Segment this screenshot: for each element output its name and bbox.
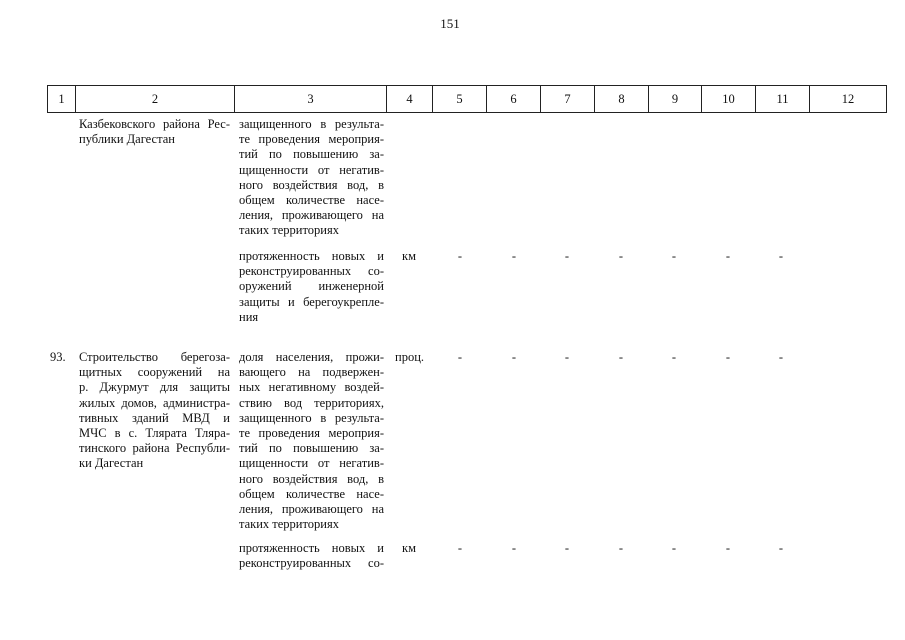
column-header-12: 12 <box>809 86 887 112</box>
row-a-value-5: - <box>457 249 463 263</box>
text-line: вающего на подвержен- <box>239 365 384 380</box>
text-line: те проведения мероприя- <box>239 132 384 147</box>
text-line: тинского района Республи- <box>79 441 230 456</box>
text-line: протяженность новых и <box>239 541 384 555</box>
page-number: 151 <box>440 16 460 31</box>
column-header-2: 2 <box>75 86 234 112</box>
text-line: реконструированных со- <box>239 556 384 571</box>
column-header-11: 11 <box>755 86 809 112</box>
text-line: тивных зданий МВД и <box>79 410 230 425</box>
row-a-name <box>79 117 230 147</box>
row-93-ind1-value-6: - <box>511 350 517 364</box>
text-line: Казбековского района Рес- <box>79 117 230 131</box>
text-line: ных негативному воздей- <box>239 380 384 395</box>
row-93-ind1-value-8: - <box>618 350 624 364</box>
column-header-4: 4 <box>386 86 432 112</box>
text-line: ления, проживающего на <box>239 208 384 223</box>
row-a-value-8: - <box>618 249 624 263</box>
text-line: щитных сооружений на <box>79 365 230 380</box>
table-header-row <box>47 85 887 113</box>
text-line: таких территориях <box>239 223 339 238</box>
text-line: реконструированных со- <box>239 264 384 279</box>
text-line: ного воздействия вод, в <box>239 177 384 192</box>
text-line: доля населения, прожи- <box>239 350 384 364</box>
column-header-8: 8 <box>594 86 648 112</box>
column-header-1: 1 <box>47 86 75 112</box>
row-a-value-10: - <box>725 249 731 263</box>
text-line: щищенности от негатив- <box>239 162 384 177</box>
text-line: жилых домов, администра- <box>79 395 230 410</box>
row-93-indicator-2-unit: км <box>402 541 416 555</box>
text-line: тий по повышению за- <box>239 441 384 456</box>
row-93-ind2-value-6: - <box>511 541 517 555</box>
text-line: тий по повышению за- <box>239 147 384 162</box>
column-header-6: 6 <box>486 86 540 112</box>
column-header-3: 3 <box>234 86 386 112</box>
column-header-5: 5 <box>432 86 486 112</box>
row-93-name <box>79 350 230 472</box>
text-line: оружений инженерной <box>239 279 384 294</box>
text-line: публики Дагестан <box>79 132 175 147</box>
text-line: ления, проживающего на <box>239 502 384 517</box>
text-line: таких территориях <box>239 517 339 532</box>
text-line: ного воздействия вод, в <box>239 471 384 486</box>
text-line: ния <box>239 309 259 324</box>
row-a-value-6: - <box>511 249 517 263</box>
text-line: защищенного в результа- <box>239 410 384 425</box>
row-93-ind2-value-11: - <box>778 541 784 555</box>
text-line: защищенного в результа- <box>239 117 384 131</box>
column-header-9: 9 <box>648 86 701 112</box>
row-93-ind1-value-7: - <box>564 350 570 364</box>
text-line: щищенности от негатив- <box>239 456 384 471</box>
row-93-ind1-value-9: - <box>671 350 677 364</box>
text-line: защиты и берегоукрепле- <box>239 294 384 309</box>
row-93-indicator-1-unit: проц. <box>395 350 425 364</box>
text-line: ки Дагестан <box>79 456 144 471</box>
row-93-number: 93. <box>50 350 66 364</box>
text-line: общем количестве насе- <box>239 486 384 501</box>
row-a-value-11: - <box>778 249 784 263</box>
column-header-7: 7 <box>540 86 594 112</box>
row-a-indicator-2-unit: км <box>402 249 416 263</box>
text-line: Строительство берегоза- <box>79 350 230 364</box>
row-93-ind2-value-9: - <box>671 541 677 555</box>
text-line: МЧС в с. Тлярата Тляра- <box>79 426 230 441</box>
row-93-indicator-2 <box>239 541 384 571</box>
text-line: ствию вод территориях, <box>239 395 384 410</box>
row-93-ind2-value-7: - <box>564 541 570 555</box>
row-93-ind2-value-5: - <box>457 541 463 555</box>
row-93-ind1-value-11: - <box>778 350 784 364</box>
row-93-indicator-1 <box>239 350 384 532</box>
text-line: те проведения мероприя- <box>239 426 384 441</box>
row-93-ind2-value-10: - <box>725 541 731 555</box>
column-header-10: 10 <box>701 86 755 112</box>
text-line: р. Джурмут для защиты <box>79 380 230 395</box>
text-line: протяженность новых и <box>239 249 384 263</box>
row-a-indicator-2 <box>239 249 384 325</box>
row-93-ind1-value-5: - <box>457 350 463 364</box>
text-line: общем количестве насе- <box>239 193 384 208</box>
row-a-value-9: - <box>671 249 677 263</box>
row-a-indicator-1 <box>239 117 384 239</box>
row-a-value-7: - <box>564 249 570 263</box>
row-93-ind2-value-8: - <box>618 541 624 555</box>
row-93-ind1-value-10: - <box>725 350 731 364</box>
